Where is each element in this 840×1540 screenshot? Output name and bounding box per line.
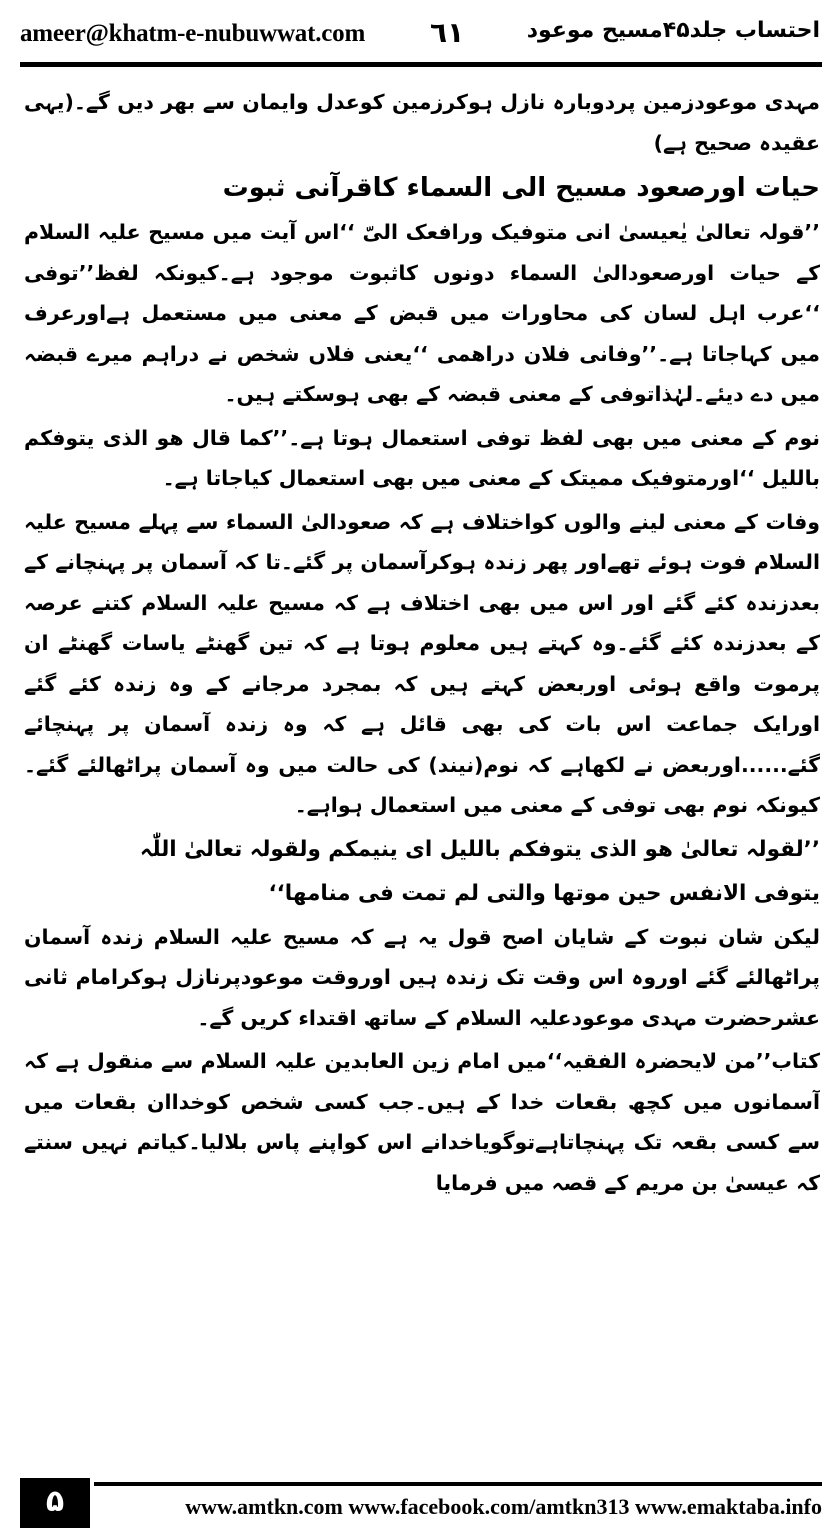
header-email: ameer@khatm-e-nubuwwat.com: [20, 20, 366, 47]
header-page-number: ٦١: [430, 16, 465, 49]
paragraph-3: وفات کے معنی لینے والوں کواختلاف ہے کہ صعودالیٰ السماء سے پہلے مسیح علیہ السلام فوت ہوئے تھےاور پھر زندہ ہوکرآسمان پر گئے۔تا کہ آسمان پر پہنچانے کے بعدزندہ کئے گئے اور اس میں بھی اختلاف ہے کہ مسیح علیہ السلام کتنے عرصہ کے بعدزندہ کئے گئے۔وہ کہتے ہیں معلوم ہوتا ہے کہ تین گھنٹے یاسات گھنٹے ان پرموت واقع ہوئی اوربعض کہتے ہیں کہ بمجرد مرجانے کے وہ زندہ کئے گئے اورایک جماعت اس بات کی بھی قائل ہے کہ وہ زندہ آسمان پر پہنچائے گئے......اوربعض نے لکھاہے کہ نوم(نیند) کی حالت میں وہ آسمان پراٹھالئے گئے۔کیونکہ نوم بھی توفی کے معنی میں استعمال ہواہے۔: [24, 509, 820, 817]
paragraph-6: کتاب’’من لایحضرہ الفقیہ‘‘میں امام زین العابدین علیہ السلام سے منقول ہے کہ آسمانوں میں کچھ بقعات خدا کے ہیں۔جب کسی شخص کوخداان بقعات میں سے کسی بقعہ تک پہنچاتاہےتوگویاخدانے اس کواپنے پاس بلالیا۔کیاتم نہیں سنتے کہ عیسیٰ بن مریم کے قصہ میں فرمایا: [24, 1049, 820, 1195]
section-heading: حیات اورصعود مسیح الی السماء کاقرآنی ثبوت: [222, 173, 820, 203]
footer-rule: [94, 1482, 822, 1486]
page-header: [20, 14, 820, 58]
paragraph-2: نوم کے معنی میں بھی لفظ توفی استعمال ہوتا ہے۔’’کما قال ھو الذی یتوفکم باللیل ‘‘اورمتوفیک ممیتک کے معنی میں بھی استعمال کیاجاتا ہے۔: [24, 425, 820, 490]
running-title: احتساب جلد۴۵مسیح موعود: [526, 18, 820, 43]
footer-page-number: ۵: [20, 1478, 90, 1528]
footer-links: www.amtkn.com www.facebook.com/amtkn313 www.emaktaba.info: [185, 1494, 822, 1519]
page-body: [24, 82, 820, 1472]
arabic-quote-line-2: یتوفی الانفس حین موتھا والتی لم تمت فی منامھا‘‘: [268, 880, 820, 906]
header-rule: [20, 62, 822, 67]
arabic-quote-line-1: ’’لقولہ تعالیٰ ھو الذی یتوفکم باللیل ای ینیمکم ولقولہ تعالیٰ اللّٰہ: [139, 836, 820, 862]
page-footer: [20, 1478, 822, 1528]
paragraph-1: ’’قولہ تعالیٰ یٰعیسیٰ انی متوفیک ورافعک الیّ ‘‘اس آیت میں مسیح علیہ السلام کے حیات اورصعودالیٰ السماء دونوں کاثبوت موجود ہے۔کیونکہ لفظ’’توفی ‘‘عرب اہل لسان کی محاورات میں قبض کے معنی میں مستعمل ہےاورعرف میں کہاجاتا ہے۔’’وفانی فلان دراھمی ‘‘یعنی فلاں شخص نے دراہم میرے قبضہ میں دے دیئے۔لہٰذاتوفی کے معنی قبضہ کے بھی ہوسکتے ہیں۔: [24, 220, 820, 406]
paragraph-5: لیکن شان نبوت کے شایان اصح قول یہ ہے کہ مسیح علیہ السلام زندہ آسمان پراٹھالئے گئے اوروہ اس وقت تک زندہ ہیں اوروقت موعودپرنازل ہوکرامام ثانی عشرحضرت مہدی موعودعلیہ السلام کے ساتھ اقتداء کریں گے۔: [24, 924, 820, 1030]
intro-line: مہدی موعودزمین پردوبارہ نازل ہوکرزمین کوعدل وایمان سے بھر دیں گے۔(یہی عقیدہ صحیح ہے): [24, 90, 820, 155]
